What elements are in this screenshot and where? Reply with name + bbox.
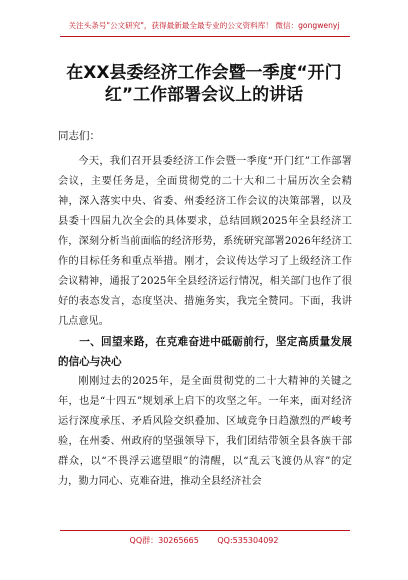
body-paragraph: 刚刚过去的2025年，是全面贯彻党的二十大精神的关键之年，也是“十四五”规划承上启下的攻坚之年。一年来，面对经济运行深度承压、矛盾风险交织叠加、区域竞争日趋激烈的严峻考验，在州委、州政府的坚强领导下，我们团结带领全县各族干部群众，以“不畏浮云遮望眼”的清醒，以“乱云飞渡仍从容”的定力，勠力同心、克难奋进，推动全县经济社会 xyxy=(58,376,352,487)
salutation: 同志们： xyxy=(58,130,100,142)
document-title xyxy=(58,62,350,106)
document-body xyxy=(58,152,352,492)
title-line-2: 红”工作部署会议上的讲话 xyxy=(104,85,304,105)
title-line-1: 在XX县委经济工作会暨一季度“开门 xyxy=(66,63,342,83)
footer-divider xyxy=(60,530,350,531)
section-heading: 一、回望来路，在克难奋进中砥砺前行，坚定高质量发展的信心与决心 xyxy=(58,336,352,368)
intro-paragraph: 今天，我们召开县委经济工作会暨一季度“开门红”工作部署会议，主要任务是，全面贯彻党的二十大和二十届历次全会精神，深入落实中央、省委、州委经济工作会议的决策部署，以及县委十四届九次全会的具体要求，总结回顾2025年全县经济工作，深刻分析当前面临的经济形势，系统研究部署2026年经济工作的目标任务和重点举措。刚才，会议传达学习了上级经济工作会议精神，通报了2025年全县经济运行情况，相关部门也作了很好的表态发言，态度坚决、措施务实，我完全赞同。下面，我讲几点意见。 xyxy=(58,156,352,327)
header-divider xyxy=(60,36,350,37)
footer-qq-group: QQ群：30265665 xyxy=(129,536,199,545)
footer-qq: QQ:535304092 xyxy=(217,536,279,545)
header-banner: 关注头条号"公文研究"，获得最新最全最专业的公文资料库！ 微信：gongwenyj xyxy=(68,21,340,30)
footer xyxy=(0,535,408,546)
